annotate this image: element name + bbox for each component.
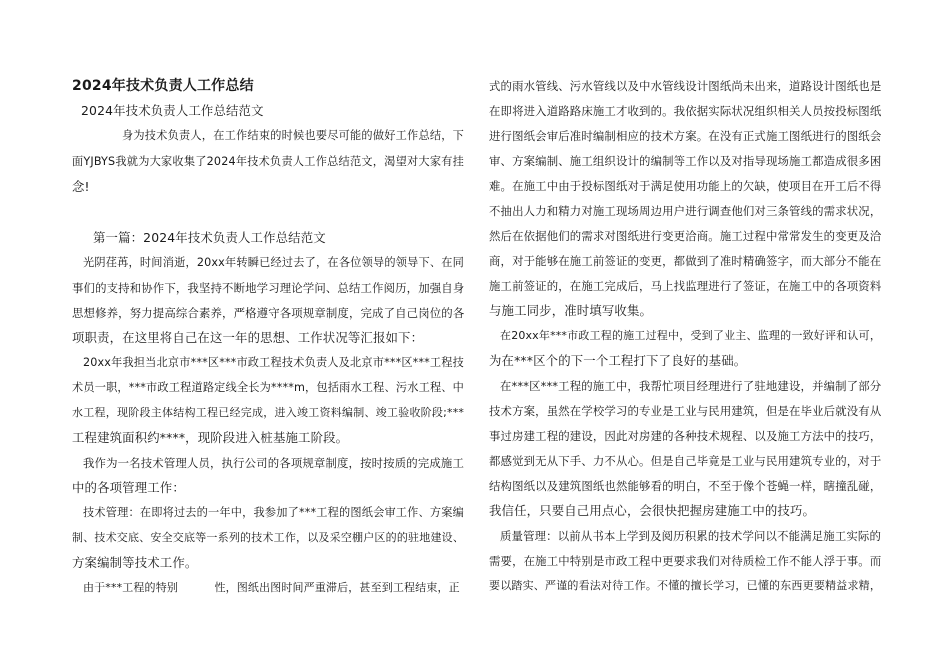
paragraph-line: 20xx年我担当北京市***区***市政工程技术负责人及北京市***区***工程技 xyxy=(83,356,464,369)
paragraph-line: 都感觉到无从下手、力不从心。但是自己毕竟是工业与民用建筑专业的，对于 xyxy=(489,454,882,468)
paragraph-line: 审、方案编制、施工组织设计的编制等工作以及对指导现场施工都造成很多困 xyxy=(489,154,882,168)
paragraph-line: 需要，在施工中特别是市政工程中更要求我们对待质检工作不能人浮于事。而 xyxy=(489,554,882,568)
paragraph-line: 工程建筑面积约****，现阶段进入桩基施工阶段。 xyxy=(72,430,349,445)
paragraph-line: 由于***工程的特别 性，图纸出图时间严重滞后，甚至到工程结束，正 xyxy=(83,581,460,594)
paragraph-line: 施工前签证的，在施工完成后，马上找监理进行了签证，在施工中的各项资料 xyxy=(489,279,882,293)
paragraph-line: 要以踏实、严谨的看法对待工作。不懂的擅长学习，已懂的东西更要精益求精， xyxy=(489,579,881,592)
document-title: 2024年技术负责人工作总结 xyxy=(72,78,254,94)
paragraph-line: 式的雨水管线、污水管线以及中水管线设计图纸尚未出来，道路设计图纸也是 xyxy=(489,79,882,93)
paragraph-line: 进行图纸会审后准时编制相应的技术方案。在没有正式施工图纸进行的图纸会 xyxy=(489,129,882,143)
paragraph-line: 为在***区个的下一个工程打下了良好的基础。 xyxy=(489,353,747,368)
paragraph-line: 光阴荏苒，时间消逝，20xx年转瞬已经过去了，在各位领导的领导下、在同 xyxy=(83,256,464,269)
paragraph-line: 事过房建工程的建设，因此对房建的各种技术规程、以及施工方法中的技巧， xyxy=(489,429,882,443)
paragraph-line: 身为技术负责人，在工作结束的时候也要尽可能的做好工作总结，下 xyxy=(122,129,464,142)
paragraph-line: 我作为一名技术管理人员，执行公司的各项规章制度，按时按质的完成施工 xyxy=(83,456,464,470)
paragraph-line: 思想修养，努力提高综合素养，严格遵守各项规章制度，完成了自己岗位的各 xyxy=(72,306,465,320)
paragraph-line: 在20xx年***市政工程的施工过程中，受到了业主、监理的一致好评和认可， xyxy=(500,329,881,342)
paragraph-line: 面YJBYS我就为大家收集了2024年技术负责人工作总结范文，渴望对大家有挂 xyxy=(72,155,464,168)
paragraph-line: 技术方案，虽然在学校学习的专业是工业与民用建筑，但是在毕业后就没有从 xyxy=(489,404,882,418)
paragraph-line: 在***区***工程的施工中，我帮忙项目经理进行了驻地建设，并编制了部分 xyxy=(500,379,882,393)
paragraph-line: 难。在施工中由于投标图纸对于满足使用功能上的欠缺，使项目在开工后不得 xyxy=(489,179,882,193)
paragraph-line: 不抽出人力和精力对施工现场周边用户进行调查他们对三条管线的需求状况， xyxy=(489,204,882,218)
paragraph-line: 在即将进入道路路床施工才收到的。我依据实际状况组织相关人员按投标图纸 xyxy=(489,104,882,118)
paragraph-line: 水工程，现阶段主体结构工程已经完成，进入竣工资料编制、竣工验收阶段;*** xyxy=(72,406,464,419)
paragraph-line: 念! xyxy=(72,179,90,194)
subtitle-line: 2024年技术负责人工作总结范文 xyxy=(81,103,264,118)
paragraph-line: 结构图纸以及建筑图纸也然能够看的明白，不至于像个苍蝇一样，瞎撞乱碰， xyxy=(489,479,882,493)
paragraph-line: 与施工同步，准时填写收集。 xyxy=(489,303,653,318)
paragraph-line: 技术管理：在即将过去的一年中，我参加了***工程的图纸会审工作、方案编 xyxy=(83,506,464,519)
paragraph-line: 商，对于能够在施工前签证的变更，都做到了准时精确签字，而大部分不能在 xyxy=(489,254,882,268)
paragraph-line: 制、技术交底、安全交底等一系列的技术工作，以及采空棚户区的的驻地建设、 xyxy=(72,531,464,544)
paragraph-line: 术员一职，***市政工程道路定线全长为****m，包括雨水工程、污水工程、中 xyxy=(72,381,464,394)
paragraph-line: 质量管理：以前从书本上学到及阅历积累的技术学问以不能满足施工实际的 xyxy=(500,529,881,543)
section-heading: 第一篇：2024年技术负责人工作总结范文 xyxy=(93,230,326,245)
paragraph-line: 然后在依据他们的需求对图纸进行变更洽商。施工过程中常常发生的变更及洽 xyxy=(489,229,882,243)
paragraph-line: 我信任，只要自己用点心，会很快把握房建施工中的技巧。 xyxy=(489,503,816,518)
paragraph-line: 中的各项管理工作： xyxy=(72,480,185,495)
paragraph-line: 事们的支持和协作下，我坚持不断地学习理论学问、总结工作阅历，加强自身 xyxy=(72,281,465,295)
paragraph-line: 项职责，在这里将自己在这一年的思想、工作状况等汇报如下： xyxy=(72,330,424,345)
paragraph-line: 方案编制等技术工作。 xyxy=(72,555,198,570)
